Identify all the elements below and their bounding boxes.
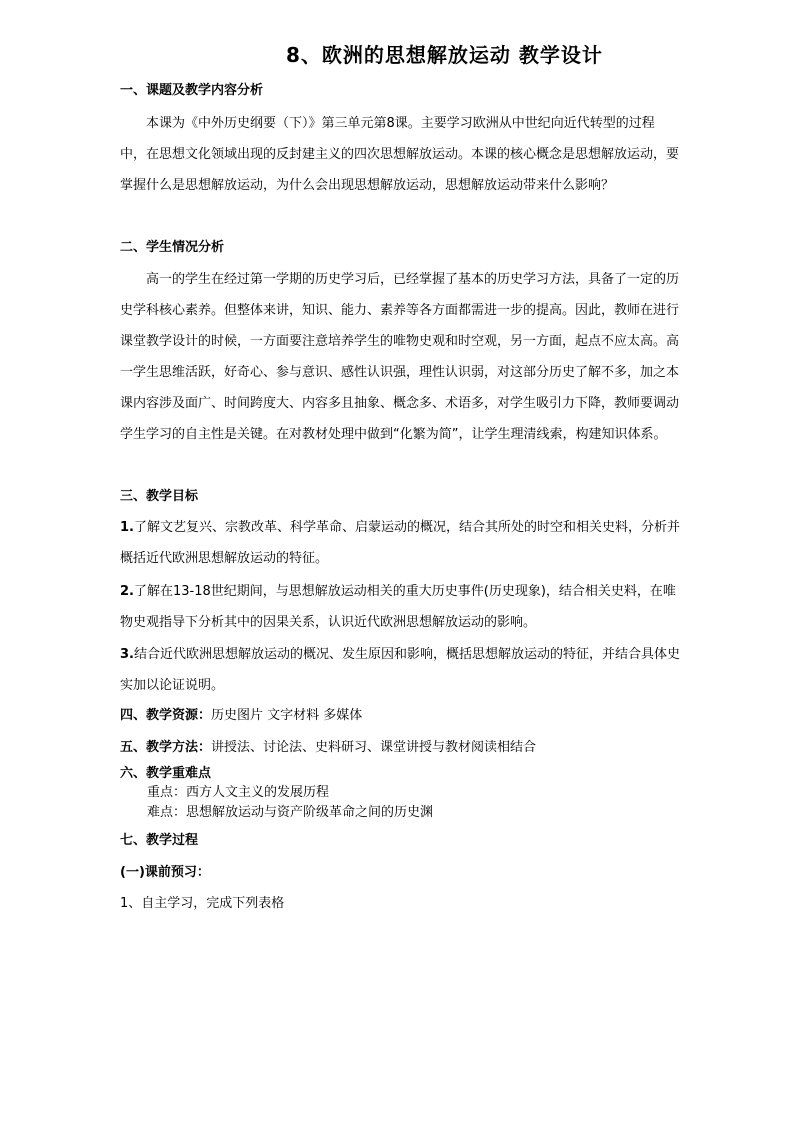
section-heading-methods: 五、教学方法：: [120, 740, 212, 755]
subsection-preview: (一)课前预习：: [120, 865, 210, 880]
section-heading-keypoints: 六、教学重难点: [120, 766, 212, 781]
section-heading-resources: 四、教学资源：: [120, 708, 212, 723]
section-methods: [120, 738, 536, 758]
section-heading-students: 二、学生情况分析: [120, 240, 225, 255]
objective-item-3: [120, 639, 680, 701]
objective-text: 了解在13-18世纪期间，与思想解放运动相关的重大历史事件(历史现象)，结合相关史料，在唯物史观指导下分析其中的因果关系，认识近代欧洲思想解放运动的影响。: [120, 584, 676, 630]
objective-item-2: [120, 576, 680, 638]
paragraph-content-analysis: 本课为《中外历史纲要（下）》第三单元第8课。主要学习欧洲从中世纪向近代转型的过程中，在思想文化领域出现的反封建主义的四次思想解放运动。本课的核心概念是思想解放运动，要掌握什么是思想解放运动，为什么会出现思想解放运动，思想解放运动带来什么影响？: [120, 116, 680, 193]
objective-text: 了解文艺复兴、宗教改革、科学革命、启蒙运动的概况，结合其所处的时空和相关史料，分析并概括近代欧洲思想解放运动的特征。: [120, 520, 680, 566]
section-heading-process: 七、教学过程: [120, 833, 199, 848]
objective-number: 2.: [120, 584, 134, 599]
objective-item-1: [120, 512, 680, 574]
methods-value: 讲授法、讨论法、史料研习、课堂讲授与教材阅读相结合: [211, 740, 537, 755]
objective-number: 3.: [120, 647, 134, 662]
document-title: 8、欧洲的思想解放运动 教学设计: [286, 43, 603, 67]
key-point: 重点：西方人文主义的发展历程: [147, 785, 330, 800]
process-item-1: 1、自主学习，完成下列表格: [120, 896, 285, 911]
difficult-point: 难点：思想解放运动与资产阶级革命之间的历史渊: [147, 805, 434, 820]
objective-number: 1.: [120, 520, 134, 535]
section-resources: [120, 706, 362, 726]
objective-text: 结合近代欧洲思想解放运动的概况、发生原因和影响，概括思想解放运动的特征，并结合具体史实加以论证说明。: [120, 647, 680, 693]
paragraph-student-analysis: 高一的学生在经过第一学期的历史学习后，已经掌握了基本的历史学习方法，具备了一定的历史学科核心素养。但整体来讲，知识、能力、素养等各方面都需进一步的提高。因此，教师在进行课堂教学设计的时候，一方面要注意培养学生的唯物史观和时空观，另一方面，起点不应太高。高一学生思维活跃，好奇心、参与意识、感性认识强，理性认识弱，对这部分历史了解不多，加之本课内容涉及面广、时间跨度大、内容多且抽象、概念多、术语多，对学生吸引力下降，教师要调动学生学习的自主性是关键。在对教材处理中做到“化繁为简”，让学生理清线索，构建知识体系。: [120, 272, 680, 442]
resources-value: 历史图片 文字材料 多媒体: [211, 708, 363, 723]
section-heading-objectives: 三、教学目标: [120, 489, 199, 504]
section-heading-analysis: 一、课题及教学内容分析: [120, 83, 264, 98]
